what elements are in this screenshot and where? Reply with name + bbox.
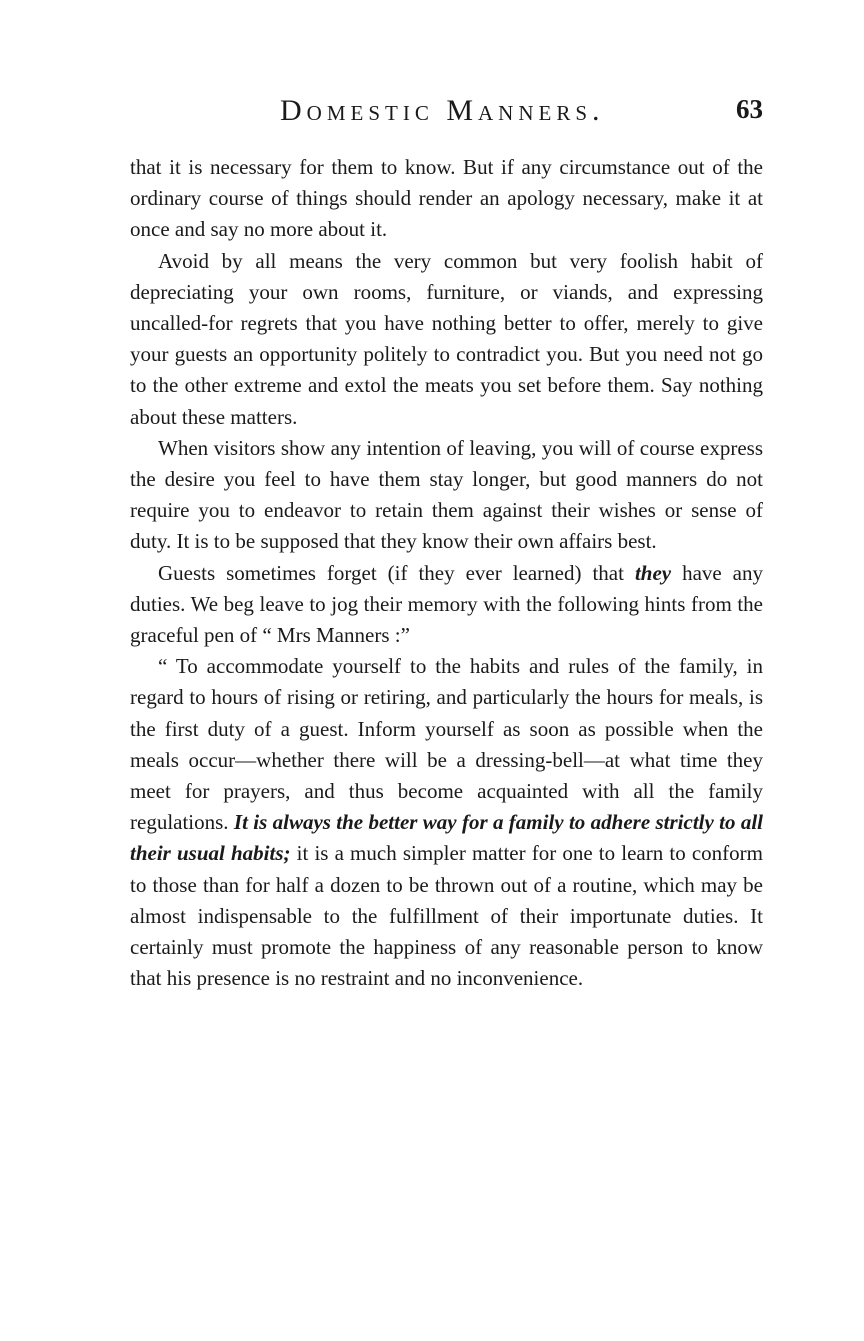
paragraph-continuation: that it is necessary for them to know. But if any circumstance out of the ordinary course of things should render an apology necessary, make it at once and say no more about it. bbox=[130, 155, 763, 242]
page-number: 63 bbox=[736, 94, 763, 124]
paragraph-guest-duties bbox=[130, 558, 763, 652]
paragraph-depreciating: Avoid by all means the very common but very foolish habit of depreciating your own rooms, furniture, or viands, and expressing uncalled-for regrets that you have nothing better to offer, merely to give your guests an opportunity politely to contradict you. But you need not go to the other extreme and extol the meats you set before them. Say nothing about these matters. bbox=[130, 248, 763, 429]
running-title: Domestic Manners. bbox=[280, 94, 605, 127]
paragraph-mrs-manners-quote bbox=[130, 651, 763, 994]
quote-text-start: “ To accommodate yourself to the habits and rules of the family, in regard to hours of rising or retiring, and particularly the hours for meals, is the first duty of a guest. Inform yourself as soon as possible when the meals occur—whether there will be a dressing-bell—at what time they meet for prayers, and thus become acquainted with all the family regulations. bbox=[130, 654, 763, 835]
quote-text-end: it is a much simpler matter for one to learn to conform to those than for half a dozen to be thrown out of a routine, which may be almost indispensable to the fulfillment of their importunate duties. It certainly must promote the happiness of any reasonable person to know that his presence is no restraint and no inconvenience. bbox=[130, 841, 763, 991]
running-header bbox=[130, 94, 763, 134]
emphasis-they: they bbox=[634, 560, 672, 585]
guest-duties-text-start: Guests sometimes forget (if they ever learned) that bbox=[158, 560, 635, 585]
body-text bbox=[130, 152, 763, 994]
guest-duties-text-end: have any duties. We beg leave to jog their memory with the following hints from the graceful pen of “ Mrs Manners :” bbox=[130, 560, 764, 648]
paragraph-visitors-leaving: When visitors show any intention of leaving, you will of course express the desire you feel to have them stay longer, but good manners do not require you to endeavor to retain them against their wishes or sense of duty. It is to be supposed that they know their own affairs best. bbox=[130, 435, 763, 554]
quote-emphasis: It is always the better way for a family to adhere strictly to all their usual habits; bbox=[130, 810, 763, 866]
